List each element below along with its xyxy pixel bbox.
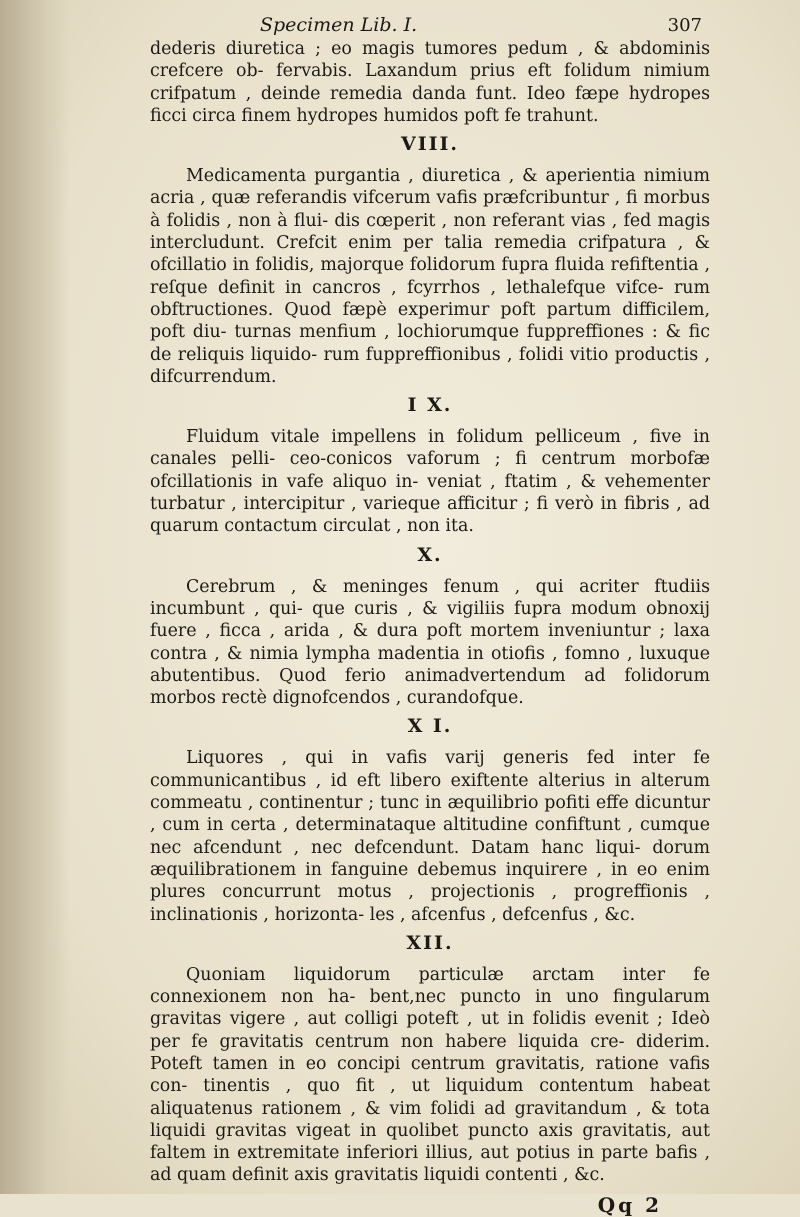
text-line: Liquores , qui in vafis varij generis fed inter fe communicantibus , id (150, 748, 710, 791)
page-gutter-shadow (0, 0, 70, 1194)
section-number: X. (417, 543, 443, 566)
text-line: veniat , ftatim , & vehementer turbatur , intercipitur , varieque afficitur ; (150, 471, 711, 515)
text-line: rum obftructiones. Quod fæpè experimur poft partum difficilem, poft diu- (150, 277, 710, 343)
text-line: in folidis evenit ; Ideò per fe gravitatis centrum non habere liquida cre- (150, 1009, 710, 1052)
text-line: eft libero exiftente alterius in alterum commeatu , continentur ; tunc in (150, 770, 710, 814)
text-line: Medicamenta purgantia , diuretica , & aperientia nimium acria , quæ (150, 166, 710, 209)
page-number: 307 (667, 15, 702, 36)
paragraph (150, 38, 710, 127)
text-line: dederis diuretica ; eo magis tumores pedum , & abdominis crefcere ob- (150, 39, 710, 82)
text-line: æquilibrio pofiti effe dicuntur , cum in certa , determinataque altitudine (150, 793, 710, 836)
text-line: confiftunt , cumque nec afcendunt , nec defcendunt. Datam hanc liqui- (150, 815, 711, 858)
text-line: dis cœperit , non referant vias , fed magis intercludunt. Crefcit enim per (150, 210, 710, 254)
section-number: X I. (407, 715, 453, 738)
text-line: in parte bafis , ad quam definit axis gravitatis liquidi contenti , &c. (150, 1143, 710, 1186)
text-line: fi verò in fibris , ad quarum contactum circulat , non ita. (150, 494, 711, 537)
text-line: danda funt. Ideo fæpe hydropes ficci circa finem hydropes humidos poft (150, 83, 710, 126)
section-number: VIII. (400, 133, 460, 156)
paragraph (150, 426, 710, 537)
text-line: puncto axis gravitatis, aut faltem in extremitate inferiori illius, aut potius (150, 1120, 710, 1164)
text-line: fluida refiftentia , reſque definit in cancros , fcyrrhos , lethalefque vifce- (150, 255, 710, 298)
text-line: fervabis. Laxandum prius eft folidum nimium crifpatum , deinde remedia (150, 61, 710, 104)
text-line: otiofis , fomno , luxuque abutentibus. Quod ferio animadvertendum ad (150, 643, 710, 686)
text-line: poft mortem inveniuntur ; laxa contra , & nimia lympha madentia in (150, 621, 710, 664)
paragraph (150, 165, 710, 388)
paragraph (150, 576, 710, 710)
text-line: diderim. Poteft tamen in eo concipi centrum gravitatis, ratione vafis con- (150, 1031, 710, 1097)
text-line: turnas menfium , lochiorumque fuppreffiones : & fic de reliquis liquido- (150, 322, 711, 365)
running-title: Specimen Lib. I. (260, 14, 418, 36)
page-body (150, 38, 710, 1187)
text-line: talia remedia crifpatura , & ofcillatio in folidis, majorque folidorum fupra (150, 233, 711, 276)
text-line: concurrunt motus , projectionis , progreffionis , inclinationis , horizonta- (150, 882, 710, 925)
text-line: que curis , & vigiliis fupra modum obnoxij fuere , ficca , arida , & dura (150, 598, 711, 642)
text-line: Cerebrum , & meninges fenum , qui acriter ftudiis incumbunt , qui- (150, 576, 710, 619)
text-line: rum fuppreffionibus , folidi vitio productis , difcurrendum. (150, 344, 710, 387)
paragraph (150, 747, 710, 925)
text-line: bent,nec puncto in uno fingularum gravitas vigere , aut colligi poteft , ut (150, 987, 710, 1030)
text-line: les , afcenfus , defcenfus , &c. (369, 904, 636, 925)
text-line: Fluidum vitale impellens in folidum pelliceum , five in canales pelli- (150, 427, 710, 470)
running-header (260, 14, 702, 36)
text-line: tinentis , quo fit , ut liquidum contentum habeat aliquatenus rationem , (150, 1076, 710, 1119)
text-line: referandis vifcerum vafis præfcribuntur , fi morbus à folidis , non à flui- (150, 188, 710, 231)
section-number: XII. (406, 931, 454, 954)
text-line: folidorum morbos rectè dignofcendos , curandofque. (150, 665, 710, 709)
section-number: I X. (407, 394, 453, 417)
text-line: & vim folidi ad gravitandum , & tota liquidi gravitas vigeat in quolibet (150, 1098, 710, 1141)
text-line: Quoniam liquidorum particulæ arctam inter fe connexionem non ha- (150, 964, 710, 1008)
text-line: ceo-conicos vaforum ; fi centrum morbofæ ofcillationis in vafe aliquo in- (150, 449, 711, 492)
text-line: dorum æquilibrationem in fanguine debemus inquirere , in eo enim plures (150, 837, 711, 903)
signature-mark: Qq 2 (597, 1192, 662, 1217)
paragraph (150, 964, 710, 1187)
text-line: fe trahunt. (504, 105, 599, 126)
